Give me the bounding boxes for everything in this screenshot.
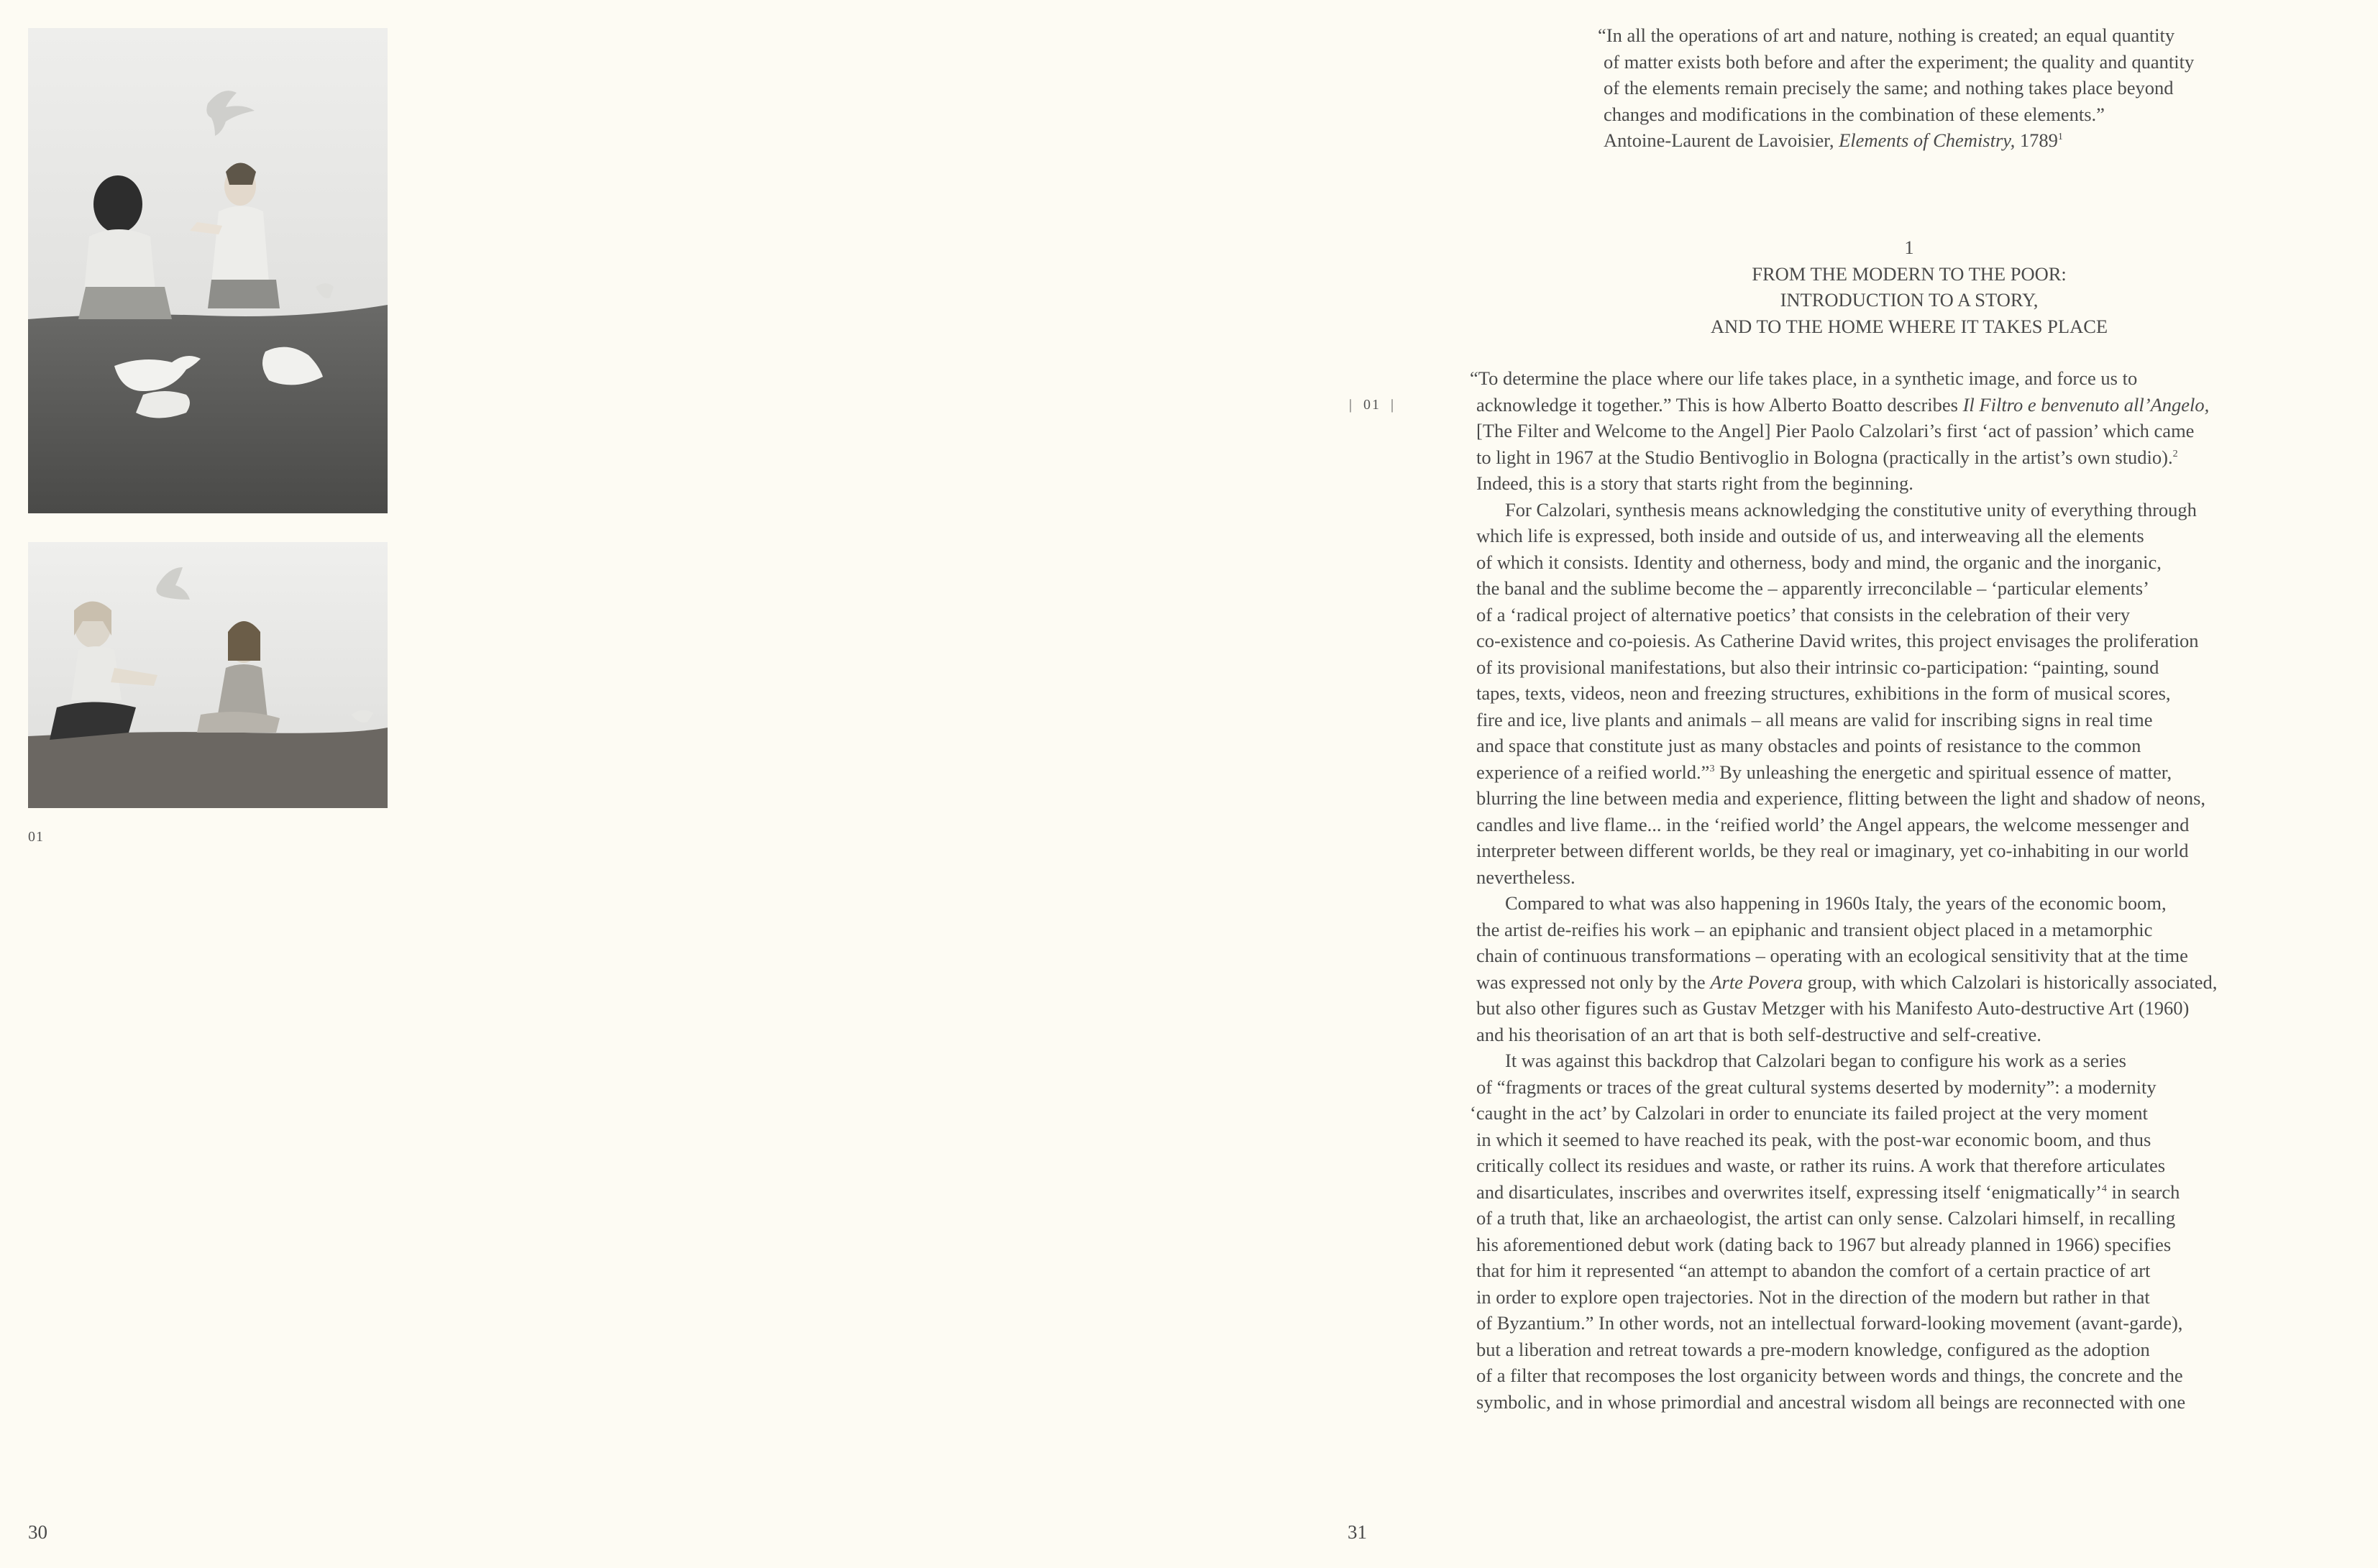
children-with-doves-photo: [28, 28, 388, 513]
artwork-title: Il Filtro e benvenuto all’Angelo,: [1962, 393, 2210, 416]
women-with-doves-photo: [28, 542, 388, 808]
chapter-title-line: AND TO THE HOME WHERE IT TAKES PLACE: [1710, 315, 2108, 337]
footnote-marker: 2: [2172, 448, 2178, 459]
body-line: of Byzantium.” In other words, not an intellectual forward-looking movement (avant-garde),: [1476, 1312, 2183, 1334]
body-line: “To determine the place where our life takes place, in a synthetic image, and force us to: [1470, 367, 2138, 389]
footnote-marker: 4: [2101, 1183, 2107, 1194]
body-line: blurring the line between media and experience, flitting between the light and shadow of neons,: [1476, 787, 2206, 809]
body-line: of “fragments or traces of the great cultural systems deserted by modernity”: a modernity: [1476, 1076, 2157, 1098]
body-line: experience of a reified world.”$^3$ By unleashing the energetic and spiritual essence of matter,: [1476, 761, 2172, 783]
body-line: which life is expressed, both inside and outside of us, and interweaving all the elements: [1476, 525, 2144, 546]
body-line: the banal and the sublime become the – apparently irreconcilable – ‘particular elements’: [1476, 577, 2149, 599]
chapter-title-line: FROM THE MODERN TO THE POOR:: [1752, 262, 2067, 285]
body-line: of which it consists. Identity and otherness, body and mind, the organic and the inorganic,: [1476, 551, 2162, 573]
epigraph-attribution: [1598, 127, 2367, 154]
body-line: Compared to what was also happening in 1960s Italy, the years of the economic boom,: [1505, 892, 2167, 914]
body-line: but also other figures such as Gustav Metzger with his Manifesto Auto-destructive Art (1960): [1476, 997, 2190, 1019]
attribution-year: 1789: [2019, 129, 2058, 151]
body-line: of its provisional manifestations, but also their intrinsic co-participation: “painting, sound: [1476, 656, 2159, 678]
epigraph-line: of matter exists both before and after the experiment; the quality and quantity: [1604, 50, 2195, 73]
body-line: to light in 1967 at the Studio Bentivoglio in Bologna (practically in the artist’s own studio).$^2$: [1476, 446, 2178, 468]
footnote-marker: 3: [1709, 763, 1715, 774]
page-number-right: 31: [1348, 1521, 1367, 1543]
body-line: nevertheless.: [1476, 866, 1576, 888]
epigraph-line: changes and modifications in the combination of these elements.”: [1604, 103, 2105, 125]
page-number-left: 30: [28, 1521, 47, 1543]
body-line: that for him it represented “an attempt to abandon the comfort of a certain practice of art: [1476, 1260, 2151, 1281]
body-line: fire and ice, live plants and animals – all means are valid for inscribing signs in real time: [1476, 708, 2153, 730]
body-line: chain of continuous transformations – operating with an ecological sensitivity that at the time: [1476, 945, 2188, 966]
body-line: his aforementioned debut work (dating back to 1967 but already planned in 1966) specifies: [1476, 1233, 2172, 1255]
body-line: candles and live flame... in the ‘reified world’ the Angel appears, the welcome messenger and: [1476, 813, 2190, 835]
epigraph-line: of the elements remain precisely the same; and nothing takes place beyond: [1604, 77, 2174, 98]
body-line: It was against this backdrop that Calzolari began to configure his work as a series: [1505, 1050, 2126, 1071]
image-caption-number: 01: [28, 829, 44, 845]
body-text: [1470, 365, 2369, 1415]
body-line: [The Filter and Welcome to the Angel] Pier Paolo Calzolari’s first ‘act of passion’ which came: [1476, 420, 2195, 441]
body-line: For Calzolari, synthesis means acknowledging the constitutive unity of everything through: [1505, 498, 2197, 521]
body-line: acknowledge it together.” This is how Alberto Boatto describes Il Filtro e benvenuto all’Angelo,: [1476, 393, 2210, 416]
body-line: in order to explore open trajectories. Not in the direction of the modern but rather in that: [1476, 1285, 2150, 1308]
attribution-title: Elements of Chemistry,: [1839, 129, 2016, 151]
body-line: and disarticulates, inscribes and overwrites itself, expressing itself ‘enigmatically’$^4$ in search: [1476, 1180, 2180, 1203]
body-line: of a filter that recomposes the lost organicity between words and things, the concrete and the: [1476, 1365, 2183, 1386]
body-line: of a ‘radical project of alternative poetics’ that consists in the celebration of their very: [1476, 603, 2130, 625]
body-line: the artist de-reifies his work – an epiphanic and transient object placed in a metamorphic: [1476, 918, 2153, 940]
chapter-number: 1: [1904, 237, 1914, 258]
epigraph-line: “In all the operations of art and nature, nothing is created; an equal quantity: [1598, 24, 2175, 46]
body-line: tapes, texts, videos, neon and freezing structures, exhibitions in the form of musical scores,: [1476, 682, 2171, 704]
body-line: co-existence and co-poiesis. As Catherine David writes, this project envisages the proliferation: [1476, 630, 2199, 651]
body-line: critically collect its residues and waste, or rather its ruins. A work that therefore articulates: [1476, 1155, 2166, 1176]
body-line: and space that constitute just as many obstacles and points of resistance to the common: [1476, 735, 2141, 756]
body-line: in which it seemed to have reached its peak, with the post-war economic boom, and thus: [1476, 1128, 2151, 1150]
footnote-marker: 1: [2057, 132, 2063, 142]
body-line: Indeed, this is a story that starts right from the beginning.: [1476, 472, 1913, 494]
body-line: but a liberation and retreat towards a pre-modern knowledge, configured as the adoption: [1476, 1338, 2150, 1360]
figure-reference-marker: | 01 |: [1349, 397, 1396, 413]
body-line: was expressed not only by the Arte Povera group, with which Calzolari is historically associated,: [1476, 971, 2218, 993]
epigraph: [1598, 22, 2367, 154]
chapter-title-line: INTRODUCTION TO A STORY,: [1780, 289, 2039, 311]
body-line: symbolic, and in whose primordial and ancestral wisdom all beings are reconnected with one: [1476, 1390, 2186, 1413]
body-line: ‘caught in the act’ by Calzolari in order to enunciate its failed project at the very moment: [1470, 1102, 2148, 1124]
chapter-heading: [1553, 234, 2265, 339]
body-line: interpreter between different worlds, be they real or imaginary, yet co-inhabiting in our world: [1476, 840, 2189, 861]
movement-name: Arte Povera: [1710, 971, 1803, 993]
body-line: of a truth that, like an archaeologist, the artist can only sense. Calzolari himself, in recalling: [1476, 1207, 2176, 1229]
attribution-author: Antoine-Laurent de Lavoisier,: [1604, 129, 1834, 151]
body-line: and his theorisation of an art that is both self-destructive and self-creative.: [1476, 1023, 2041, 1045]
